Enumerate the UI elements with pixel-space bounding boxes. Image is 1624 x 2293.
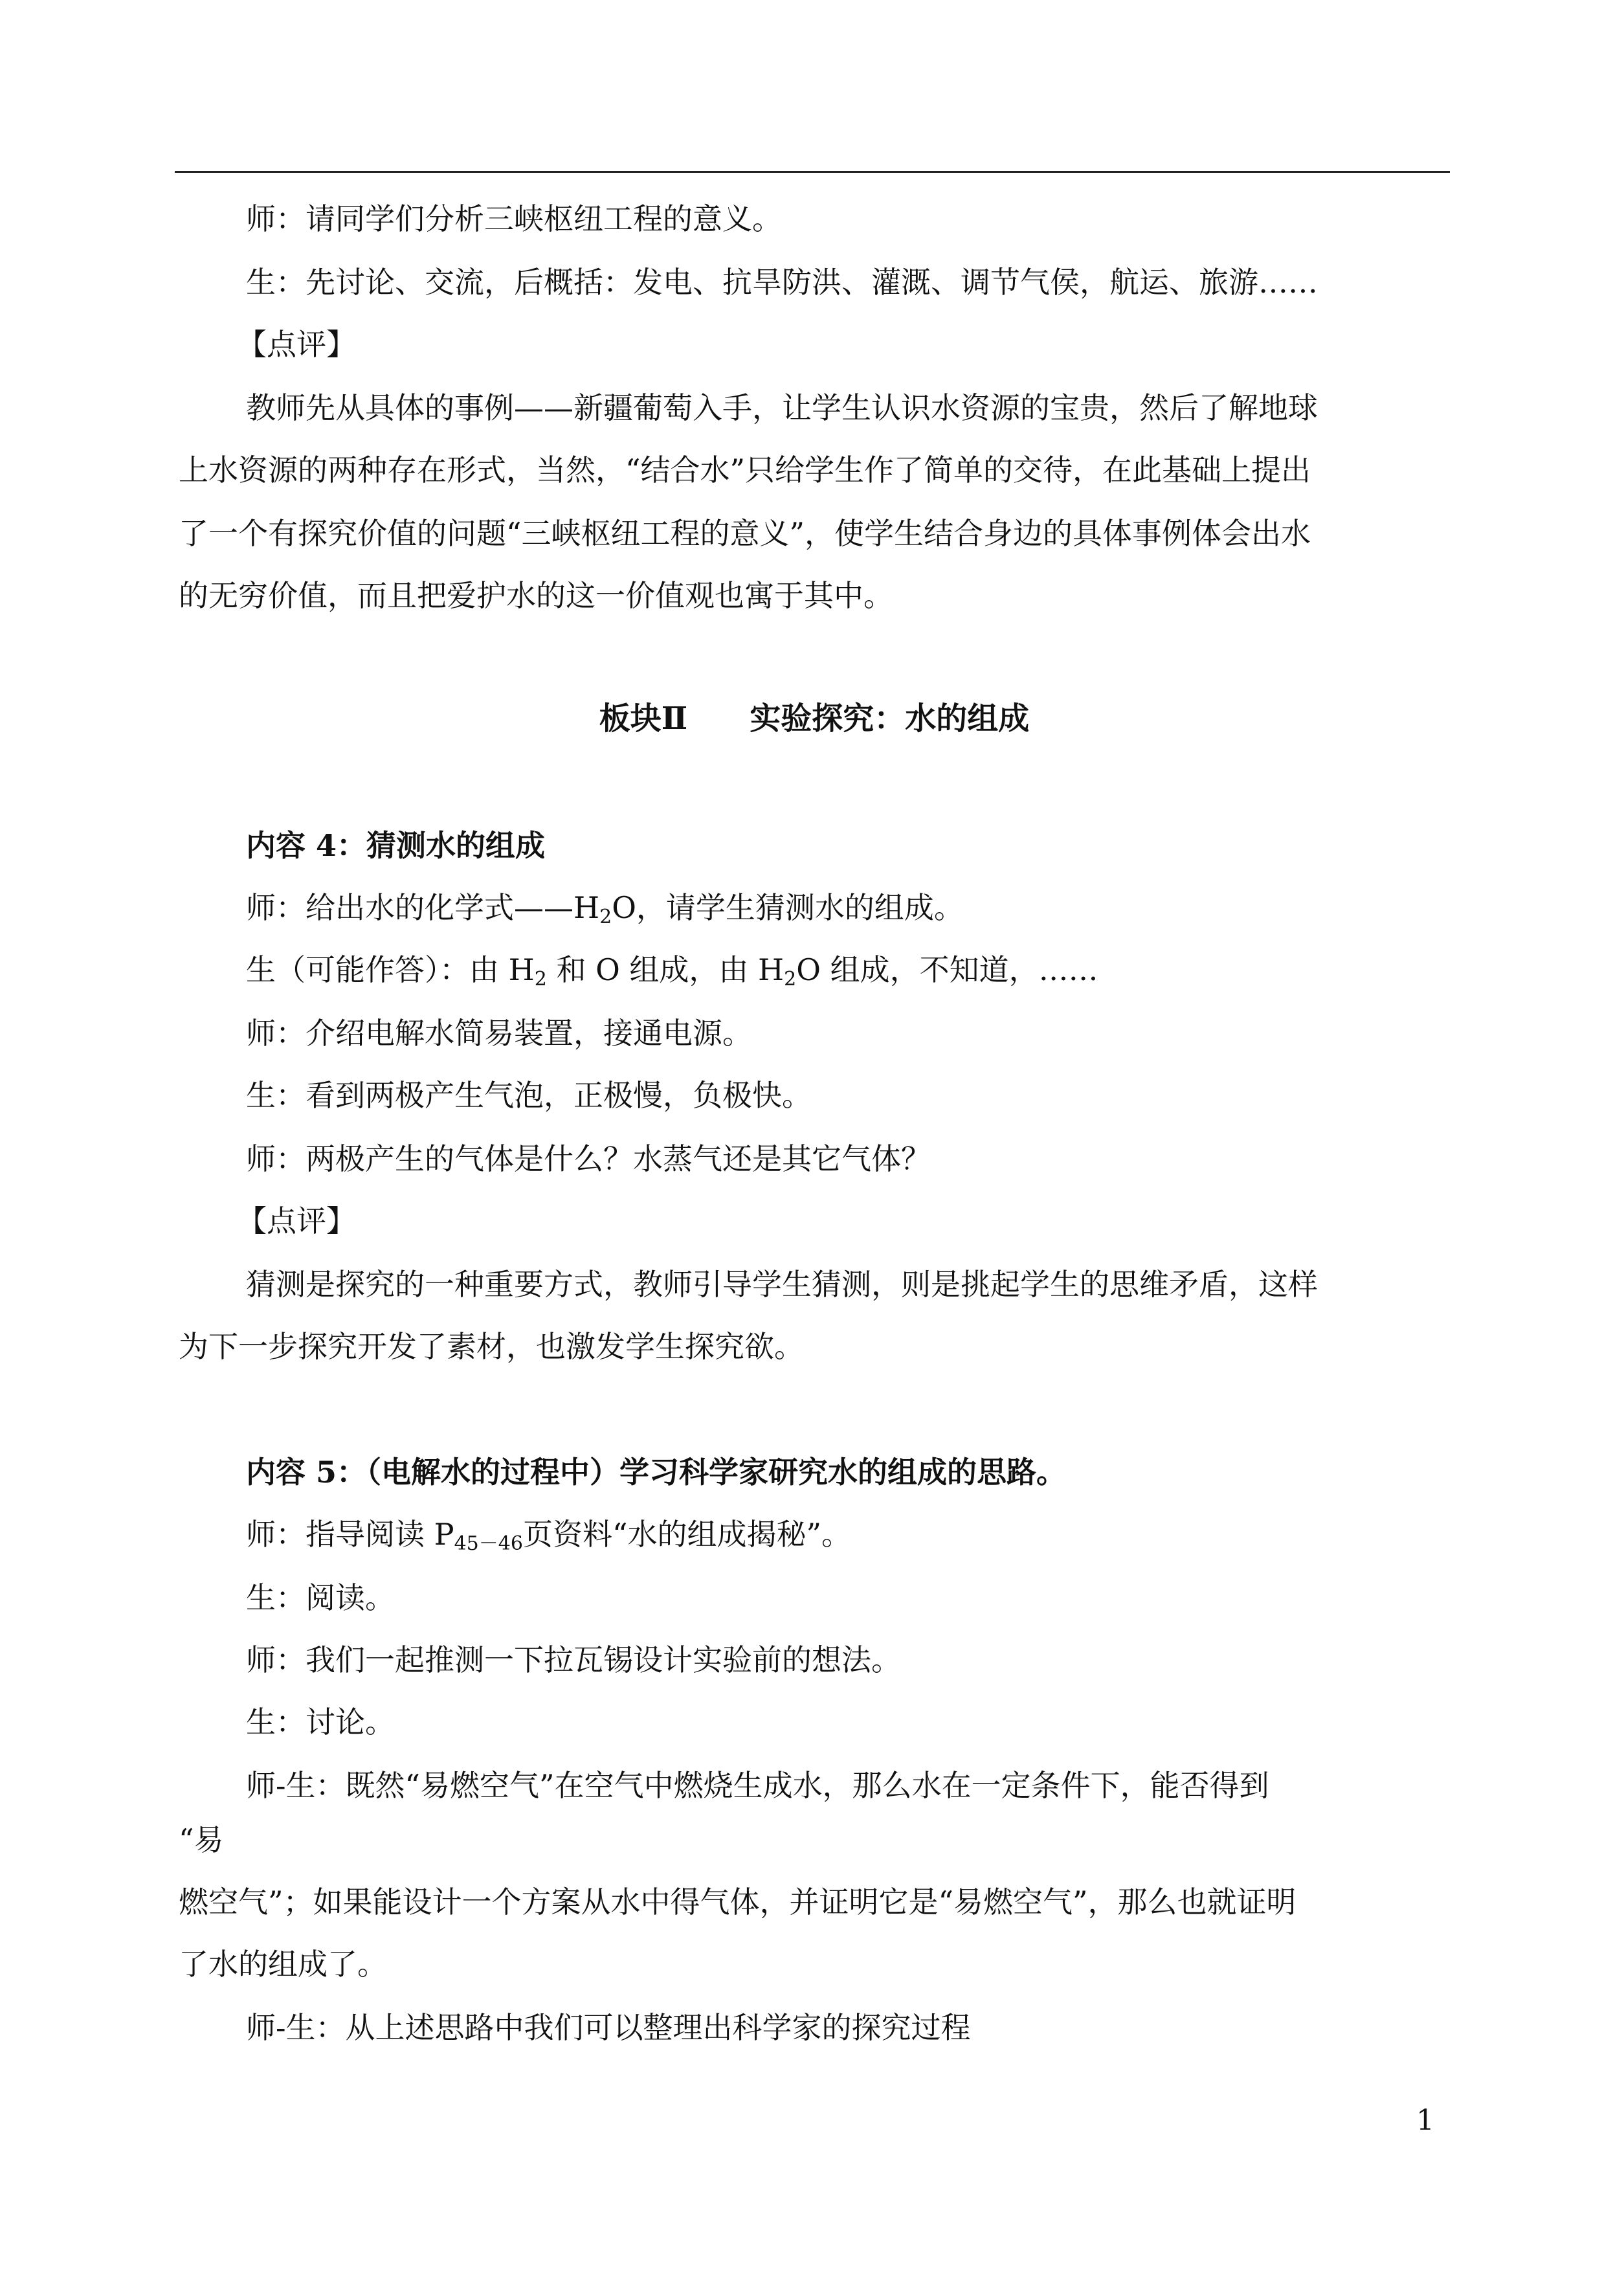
content4-line: 师：两极产生的气体是什么？水蒸气还是其它气体？	[246, 1141, 931, 1176]
page-number: 1	[1416, 2104, 1434, 2137]
content5-line: 了水的组成了。	[179, 1947, 387, 1982]
content5-line: 师-生：从上述思路中我们可以整理出科学家的探究过程	[246, 2010, 971, 2045]
comment-paragraph-line: 了一个有探究价值的问题“三峡枢纽工程的意义”，使学生结合身边的具体事例体会出水	[179, 516, 1311, 551]
content5-line-reading: 师：指导阅读 $P_{45-46}$页资料“水的组成揭秘”。	[246, 1517, 851, 1555]
header-rule	[175, 171, 1450, 173]
comment-paragraph-line: 教师先从具体的事例——新疆葡萄入手，让学生认识水资源的宝贵，然后了解地球	[246, 390, 1318, 425]
comment-paragraph-line: 上水资源的两种存在形式，当然，“结合水”只给学生作了简单的交待，在此基础上提出	[179, 453, 1311, 487]
comment-paragraph-line: 猜测是探究的一种重要方式，教师引导学生猜测，则是挑起学生的思维矛盾，这样	[246, 1267, 1318, 1302]
content4-heading: 内容 4：猜测水的组成	[246, 828, 546, 863]
section-title: 板块Ⅱ 实验探究：水的组成	[599, 700, 1030, 737]
content5-line: 燃空气”；如果能设计一个方案从水中得气体，并证明它是“易燃空气”，那么也就证明	[179, 1885, 1296, 1919]
comment-label: 【点评】	[237, 1203, 356, 1238]
student-line: 生：先讨论、交流，后概括：发电、抗旱防洪、灌溉、调节气侯，航运、旅游……	[246, 265, 1318, 300]
content4-line-answer: 生（可能作答）：由 $H_2$ 和 O 组成，由 $H_2O$ 组成，不知道，……	[246, 952, 1098, 990]
content5-line: “易	[179, 1822, 224, 1857]
content5-line: 师-生：既然“易燃空气”在空气中燃烧生成水，那么水在一定条件下，能否得到	[246, 1768, 1269, 1803]
content4-line: 师：介绍电解水简易装置，接通电源。	[246, 1016, 752, 1051]
teacher-line: 师：请同学们分析三峡枢纽工程的意义。	[246, 201, 782, 236]
content4-line-formula: 师：给出水的化学式$——H_2O$，请学生猜测水的组成。	[246, 890, 964, 928]
content5-line: 生：讨论。	[246, 1705, 395, 1739]
content5-heading: 内容 5：（电解水的过程中）学习科学家研究水的组成的思路。	[246, 1455, 1067, 1490]
comment-paragraph-line: 的无穷价值，而且把爱护水的这一价值观也寓于其中。	[179, 578, 893, 613]
comment-paragraph-line: 为下一步探究开发了素材，也激发学生探究欲。	[179, 1329, 804, 1364]
content4-line: 生：看到两极产生气泡，正极慢，负极快。	[246, 1078, 812, 1113]
content5-line: 生：阅读。	[246, 1580, 395, 1615]
comment-label: 【点评】	[237, 327, 356, 362]
content5-line: 师：我们一起推测一下拉瓦锡设计实验前的想法。	[246, 1642, 901, 1677]
